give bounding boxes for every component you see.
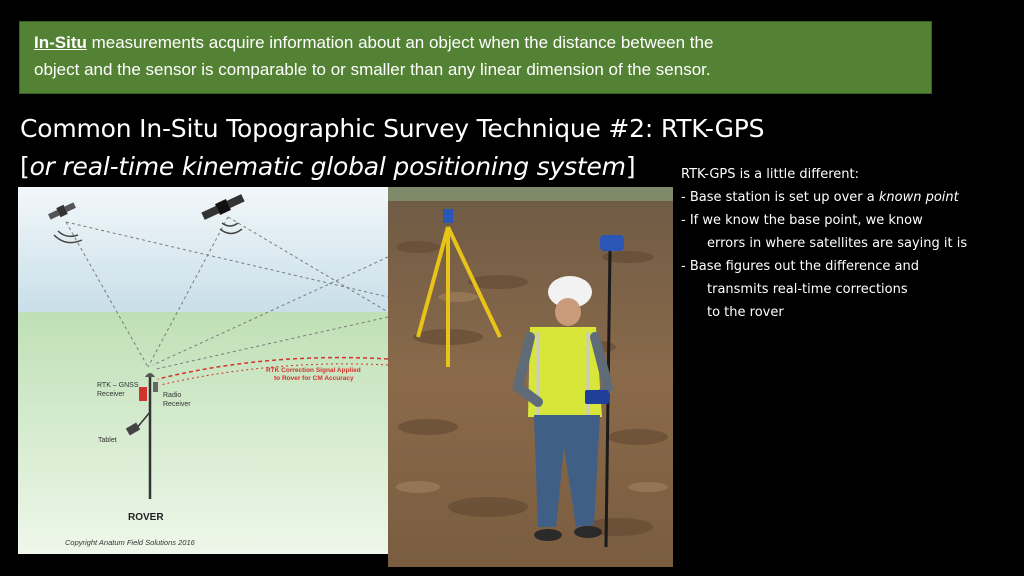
ground [18,312,388,554]
notes-bullet-3-cont-2: to the rover [707,305,784,320]
face [555,298,581,326]
radio-label-2: Receiver [163,401,191,408]
definition-text-1: measurements acquire information about an object when the distance between the [86,33,714,52]
notes-bullet-2: - If we know the base point, we know [681,213,923,228]
title-line-1: Common In-Situ Topographic Survey Technique #2: RTK-GPS [20,114,765,143]
notes-bullet-3-cont-1: transmits real-time corrections [707,282,908,297]
base-station-antenna-icon [443,209,453,223]
radio-receiver-icon [139,387,147,401]
notes-panel [681,163,1021,324]
signal-label-1: RTK Correction Signal Applied [266,367,361,374]
notes-bullet-3: - Base figures out the difference and [681,259,919,274]
rtk-diagram [18,187,388,554]
title-bracket-close: ] [625,152,636,181]
title-italic: or real-time kinematic global positioning system [29,152,626,181]
rover-label: ROVER [128,512,164,523]
horizon [388,187,673,201]
receiver-unit-icon [153,382,158,392]
copyright-text: Copyright Anatum Field Solutions 2016 [65,538,195,547]
rover-antenna-icon [600,235,624,251]
field-photo-svg [388,187,673,567]
notes-bullet-2-cont: errors in where satellites are saying it is [707,236,968,251]
receiver-label-2: Receiver [97,391,125,398]
notes-bullet-1 [681,186,1021,209]
tablet-label: Tablet [98,437,117,444]
definition-box [19,21,932,94]
receiver-label-1: RTK – GNSS [97,382,139,389]
title-bracket-open: [ [20,152,30,181]
definition-line-1 [34,29,917,56]
notes-intro: RTK-GPS is a little different: [681,167,860,182]
signal-label-2: to Rover for CM Accuracy [274,375,354,382]
definition-term: In-Situ [34,33,87,52]
notes-bullet-1-text: - Base station is set up over a [681,190,879,205]
radio-label-1: Radio [163,392,182,399]
controller-icon [585,390,609,404]
rtk-diagram-svg [18,187,388,554]
definition-line-2: object and the sensor is comparable to or smaller than any linear dimension of the sensor. [34,60,711,79]
field-photo [388,187,673,567]
notes-bullet-1-emphasis: known point [878,190,959,205]
